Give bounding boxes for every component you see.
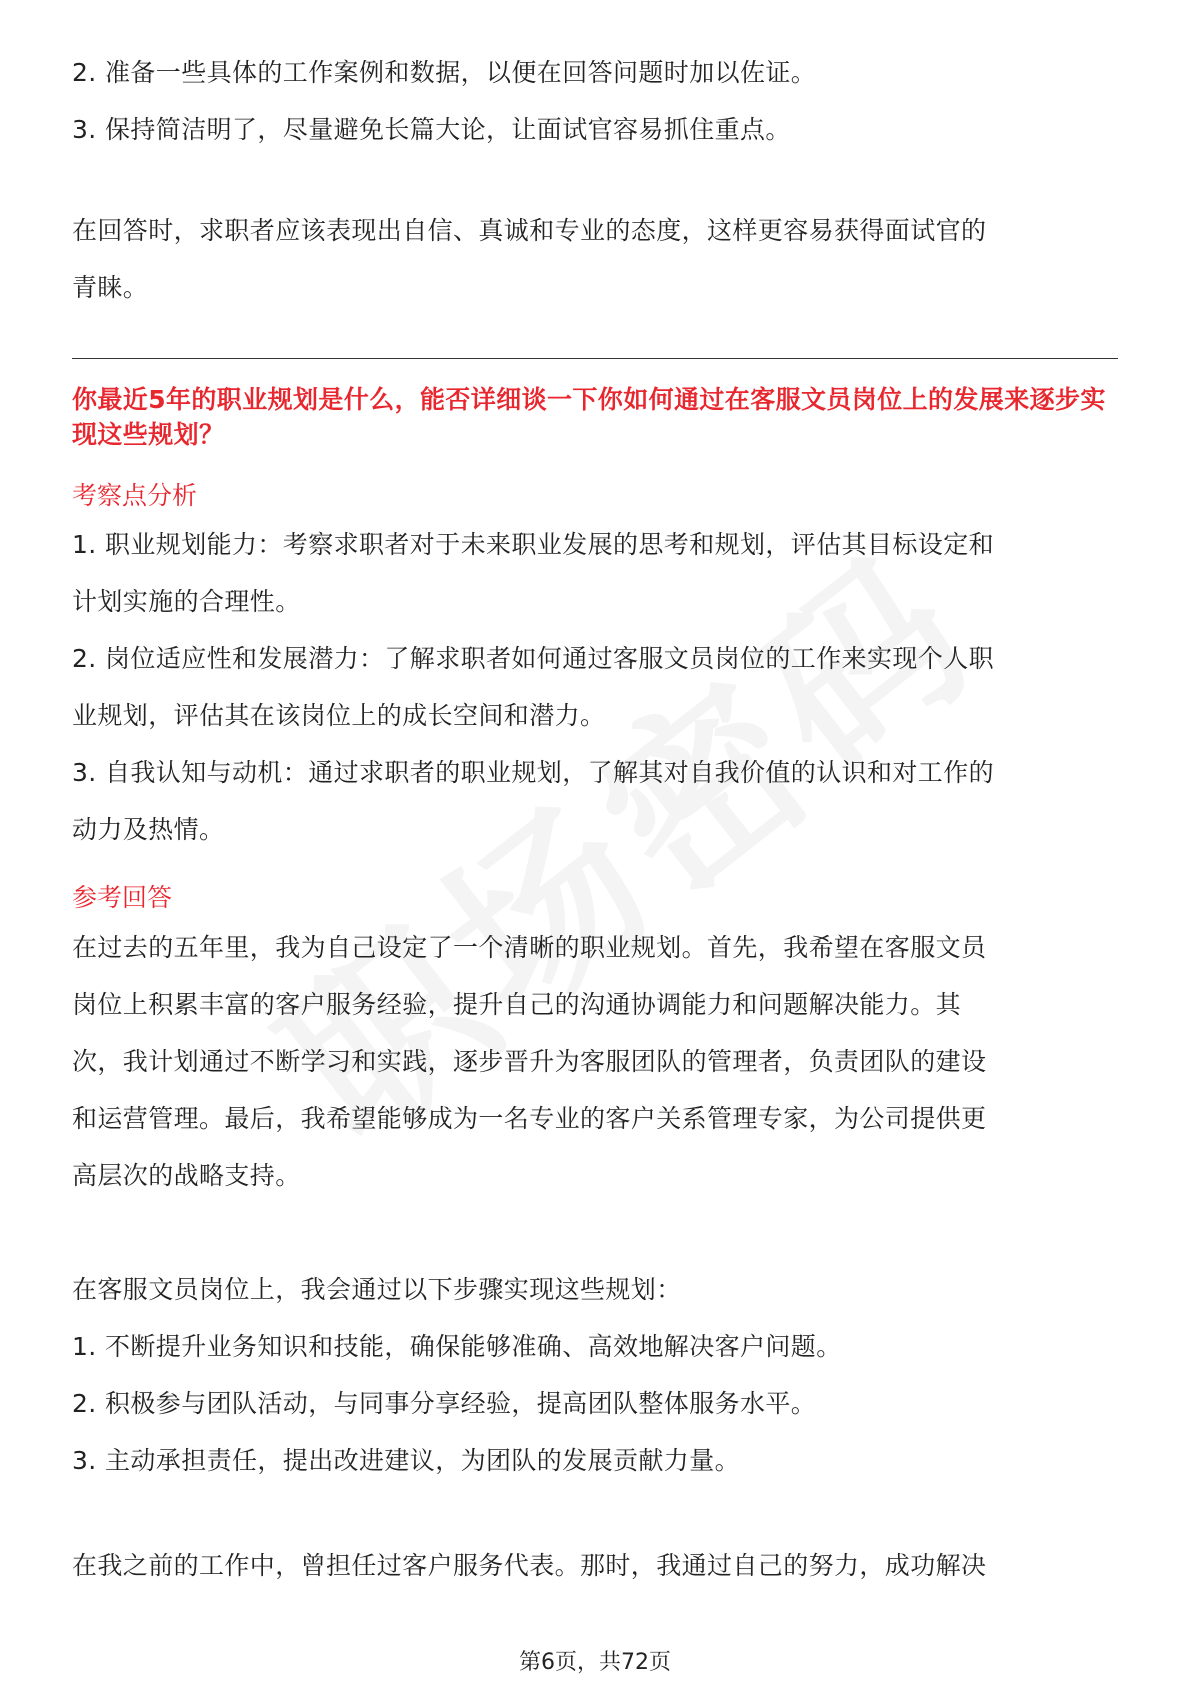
answer-line: 岗位上积累丰富的客户服务经验，提升自己的沟通协调能力和问题解决能力。其: [72, 990, 962, 1019]
analysis-line: 计划实施的合理性。: [72, 587, 301, 616]
analysis-item: [72, 516, 1118, 630]
list-item: 1. 不断提升业务知识和技能，确保能够准确、高效地解决客户问题。: [72, 1332, 842, 1361]
question-heading: 你最近5年的职业规划是什么，能否详细谈一下你如何通过在客服文员岗位上的发展来逐步实现这些规划？: [72, 385, 1106, 449]
analysis-heading: 考察点分析: [72, 481, 198, 510]
analysis-list: [72, 516, 1118, 858]
list-item: 2. 积极参与团队活动，与同事分享经验，提高团队整体服务水平。: [72, 1389, 817, 1418]
divider: [72, 358, 1118, 359]
list-item: 2. 准备一些具体的工作案例和数据，以便在回答问题时加以佐证。: [72, 58, 817, 87]
analysis-line: 1. 职业规划能力：考察求职者对于未来职业发展的思考和规划，评估其目标设定和: [72, 530, 995, 559]
list-item: 3. 主动承担责任，提出改进建议，为团队的发展贡献力量。: [72, 1446, 741, 1475]
continued-paragraph: [72, 1537, 1118, 1594]
analysis-line: 业规划，评估其在该岗位上的成长空间和潜力。: [72, 701, 606, 730]
answer-line: 次，我计划通过不断学习和实践，逐步晋升为客服团队的管理者，负责团队的建设: [72, 1047, 987, 1076]
analysis-item: [72, 744, 1118, 858]
answer-heading: 参考回答: [72, 883, 173, 912]
analysis-line: 2. 岗位适应性和发展潜力：了解求职者如何通过客服文员岗位的工作来实现个人职: [72, 644, 995, 673]
analysis-line: 3. 自我认知与动机：通过求职者的职业规划，了解其对自我价值的认识和对工作的: [72, 758, 995, 787]
tips-list: [72, 44, 1118, 158]
list-item: 3. 保持简洁明了，尽量避免长篇大论，让面试官容易抓住重点。: [72, 115, 791, 144]
paragraph-line: 在回答时，求职者应该表现出自信、真诚和专业的态度，这样更容易获得面试官的: [72, 216, 987, 245]
answer-line: 和运营管理。最后，我希望能够成为一名专业的客户关系管理专家，为公司提供更: [72, 1104, 987, 1133]
answer-line: 在过去的五年里，我为自己设定了一个清晰的职业规划。首先，我希望在客服文员: [72, 933, 987, 962]
closing-paragraph: [72, 202, 1118, 316]
steps-section: [72, 1261, 1118, 1489]
paragraph-line: 在我之前的工作中，曾担任过客户服务代表。那时，我通过自己的努力，成功解决: [72, 1551, 987, 1580]
answer-line: 高层次的战略支持。: [72, 1161, 301, 1190]
document-page: [72, 0, 1118, 1684]
analysis-item: [72, 630, 1118, 744]
steps-intro: 在客服文员岗位上，我会通过以下步骤实现这些规划：: [72, 1275, 682, 1304]
paragraph-line: 青睐。: [72, 273, 149, 302]
page-number: 第6页，共72页: [519, 1650, 671, 1675]
analysis-line: 动力及热情。: [72, 815, 225, 844]
answer-paragraph: [72, 919, 1118, 1204]
